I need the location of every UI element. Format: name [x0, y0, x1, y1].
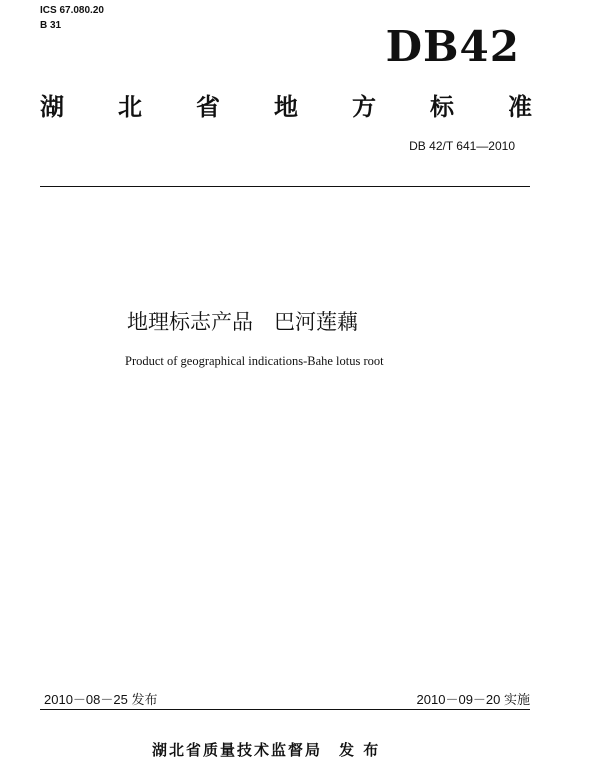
- ics-code: ICS 67.080.20: [40, 5, 104, 16]
- issuing-authority: 湖北省质量技术监督局 发 布: [152, 741, 381, 759]
- standard-type-char: 准: [508, 93, 532, 121]
- standard-number: DB 42/T 641—2010: [409, 139, 515, 153]
- bottom-divider: [40, 709, 530, 710]
- top-divider: [40, 186, 530, 187]
- standard-type-char: 省: [196, 93, 220, 121]
- standard-type-char: 北: [118, 93, 142, 121]
- implementation-date: 2010－09－20 实施: [416, 692, 530, 707]
- standard-code-mark: DB42: [385, 22, 520, 71]
- title-chinese: 地理标志产品 巴河莲藕: [127, 310, 358, 334]
- ccs-code: B 31: [40, 20, 62, 31]
- standard-type-heading: [40, 92, 532, 122]
- standard-type-char: 标: [430, 93, 454, 121]
- standard-type-char: 方: [352, 93, 376, 121]
- title-english: Product of geographical indications-Bahe lotus root: [125, 354, 384, 368]
- issue-date: 2010－08－25 发布: [44, 692, 158, 707]
- standard-type-char: 地: [274, 93, 298, 121]
- standard-type-char: 湖: [40, 93, 64, 121]
